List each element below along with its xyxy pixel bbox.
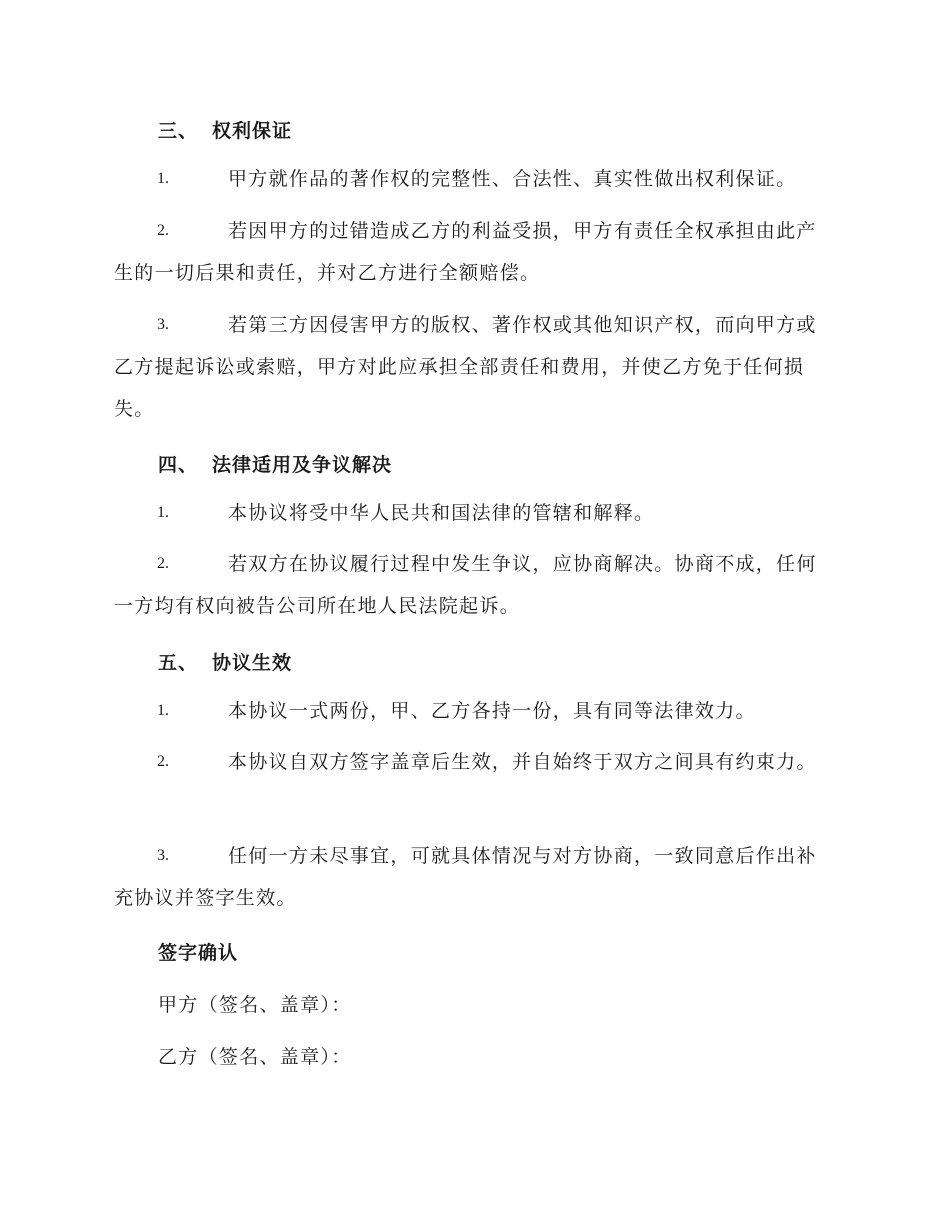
item-text: 若第三方因侵害甲方的版权、著作权或其他知识产权，而向甲方或乙方提起诉讼或索赔，甲方对此应承担全部责任和费用，并使乙方免于任何损失。 [114,314,817,420]
section-heading [158,648,292,675]
item-number: 2. [157,753,169,770]
list-item [114,690,834,732]
section-title: 权利保证 [212,120,293,142]
list-item [114,741,834,783]
item-number: 2. [157,222,169,239]
item-text: 本协议一式两份，甲、乙方各持一份，具有同等法律效力。 [228,700,756,722]
item-number: 1. [157,702,169,719]
section-heading [158,116,292,143]
party-b-signature-line: 乙方（签名、盖章）： [158,1046,352,1068]
list-item [114,543,834,627]
list-item [114,158,834,200]
list-item [114,835,834,919]
section-number: 四、 [158,454,199,476]
section-heading [158,450,392,477]
item-text: 本协议将受中华人民共和国法律的管辖和解释。 [228,502,655,524]
item-text: 任何一方未尽事宜，可就具体情况与对方协商，一致同意后作出补充协议并签字生效。 [114,845,817,909]
signature-heading: 签字确认 [158,942,239,964]
section-title: 法律适用及争议解决 [212,454,393,476]
item-number: 1. [157,170,169,187]
item-text: 若因甲方的过错造成乙方的利益受损，甲方有责任全权承担由此产生的一切后果和责任，并对乙方进行全额赔偿。 [114,220,817,284]
section-number: 三、 [158,120,199,142]
item-number: 3. [157,847,169,864]
list-item [114,492,834,534]
item-number: 2. [157,555,169,572]
item-number: 3. [157,316,169,333]
item-text: 本协议自双方签字盖章后生效，并自始终于双方之间具有约束力。 [228,751,817,773]
list-item [114,304,834,430]
list-item [114,210,834,294]
item-text: 若双方在协议履行过程中发生争议，应协商解决。协商不成，任何一方均有权向被告公司所在地人民法院起诉。 [114,553,817,617]
section-number: 五、 [158,652,199,674]
item-text: 甲方就作品的著作权的完整性、合法性、真实性做出权利保证。 [228,168,797,190]
section-title: 协议生效 [212,652,293,674]
item-number: 1. [157,504,169,521]
party-a-signature-line: 甲方（签名、盖章）： [158,994,352,1016]
